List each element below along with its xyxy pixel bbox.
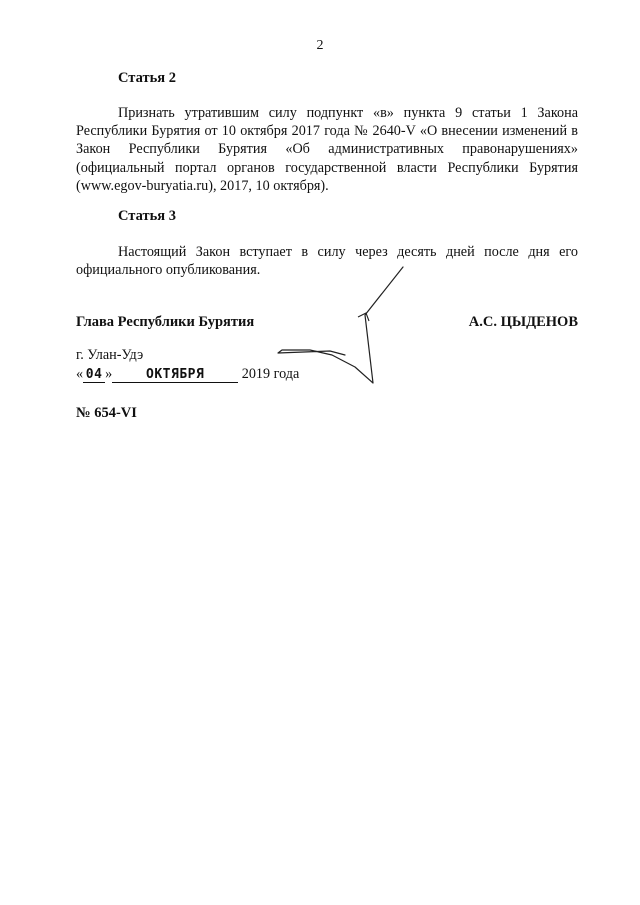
law-number: № 654-VI <box>76 405 137 421</box>
page-number: 2 <box>316 38 324 53</box>
article-3-text: Настоящий Закон вступает в силу через десять дней после дня его официального опубликования. <box>76 244 578 279</box>
date-day: 04 <box>83 367 105 383</box>
date-month: ОКТЯБРЯ <box>112 367 238 383</box>
article-2-text: Признать утратившим силу подпункт «в» пункта 9 статьи 1 Закона Республики Бурятия от 10 октября 2017 года № 2640-V «О внесении изменений в Закон Республики Бурятия «Об административных правонарушениях» (официальный портал органов государственной власти Республики Бурятия (www.egov-buryatia.ru), 2017, 10 октября). <box>76 105 578 194</box>
article-2-heading: Статья 2 <box>118 70 176 86</box>
date-year: 2019 года <box>241 366 300 382</box>
date-open-quote: « <box>76 366 84 382</box>
signatory-name: А.С. ЦЫДЕНОВ <box>468 314 578 330</box>
signatory-title: Глава Республики Бурятия <box>76 314 255 330</box>
date-line <box>76 366 299 383</box>
article-3-heading: Статья 3 <box>118 208 176 224</box>
place: г. Улан-Удэ <box>76 347 144 363</box>
date-close-quote: » <box>105 366 113 382</box>
